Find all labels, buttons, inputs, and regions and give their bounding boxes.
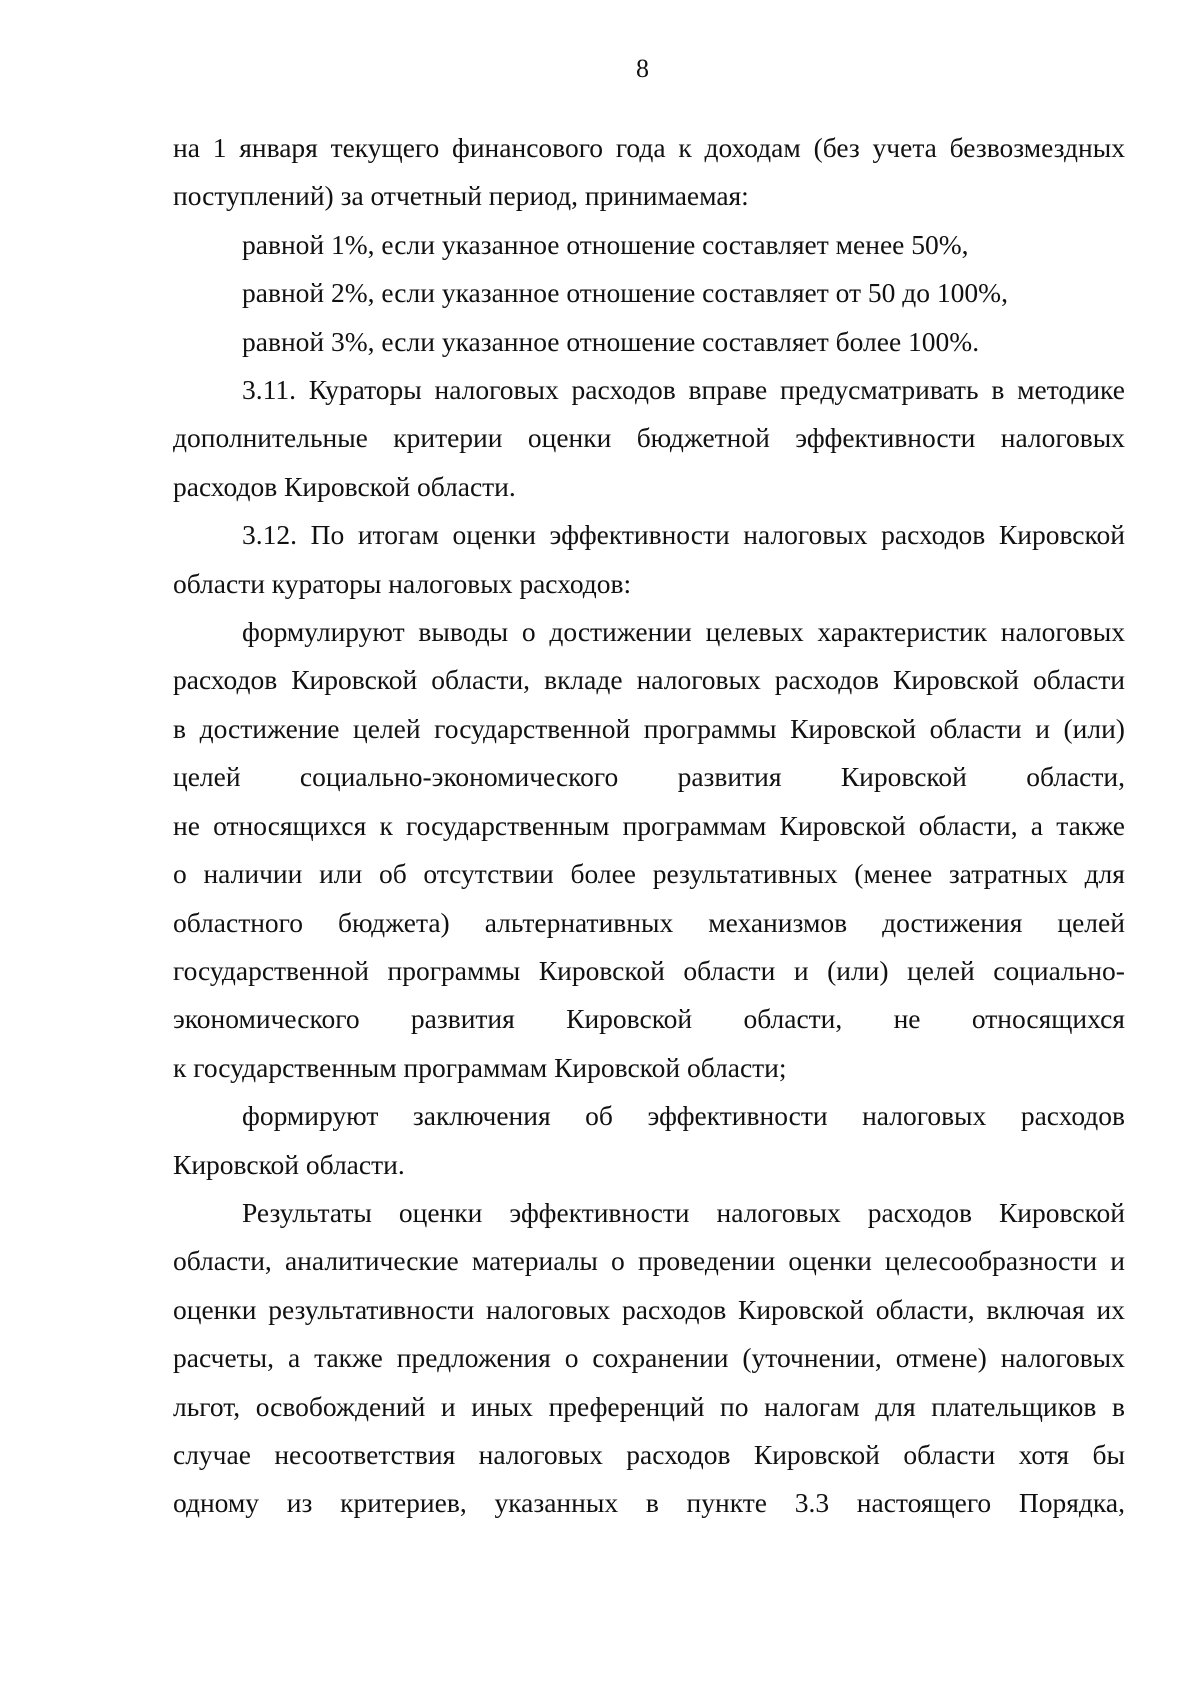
text-line	[173, 1189, 1125, 1237]
word: настоящего	[856, 1487, 992, 1519]
word: текущего	[330, 132, 440, 163]
paragraph-option-1	[173, 221, 1125, 269]
word: Кировской	[291, 664, 418, 696]
word: оценки	[527, 422, 612, 454]
word: для	[875, 1390, 916, 1422]
word: области,	[431, 664, 531, 696]
text-line	[173, 1092, 1125, 1140]
word: области	[1033, 664, 1125, 696]
word: их	[1096, 1293, 1125, 1325]
page-number: 8	[636, 54, 649, 83]
text-line	[173, 850, 1125, 898]
word: Кировской	[998, 1196, 1125, 1228]
word: а	[287, 1342, 301, 1374]
word: и	[440, 1390, 456, 1422]
word: областного	[173, 906, 304, 938]
word: о	[173, 858, 187, 890]
text-line	[173, 899, 1125, 947]
word: механизмов	[708, 906, 848, 938]
word: итогам	[357, 519, 439, 551]
word: заключения	[412, 1100, 551, 1132]
word: предусматривать	[780, 374, 979, 406]
word: вкладе	[544, 664, 623, 696]
text-line	[173, 1237, 1125, 1285]
word: несоответствия	[274, 1438, 456, 1470]
word: государственной	[434, 712, 631, 744]
text-line	[173, 947, 1125, 995]
word: формулируют	[242, 616, 405, 648]
word: Кировской	[893, 664, 1020, 696]
word: аналитические	[284, 1245, 459, 1277]
word: экономического	[173, 1003, 360, 1035]
word: относящихся	[213, 809, 367, 841]
word: плательщиков	[931, 1390, 1097, 1422]
word: Кировской	[566, 1003, 693, 1035]
paragraph-option-3	[173, 318, 1125, 366]
word: развития	[410, 1003, 515, 1035]
word: оценки	[452, 519, 536, 551]
word: области,	[1026, 761, 1125, 793]
word: в	[1111, 1390, 1125, 1422]
word: также	[314, 1342, 383, 1374]
word: безвозмездных	[949, 132, 1125, 163]
text-line	[173, 511, 1125, 559]
text-line	[173, 1479, 1125, 1527]
word: целесообразности	[884, 1245, 1098, 1277]
word: к	[379, 809, 393, 841]
text-line	[173, 753, 1125, 801]
text-line	[173, 608, 1125, 656]
word: о	[564, 1342, 579, 1374]
word: (менее	[854, 858, 933, 890]
word: Кировской	[779, 809, 906, 841]
paragraph-conclusions	[173, 608, 1125, 1092]
word: и	[1110, 1245, 1125, 1277]
word: бюджета)	[338, 906, 450, 938]
word: Кировской	[790, 712, 917, 744]
word: расходов	[774, 664, 879, 696]
word: Порядка,	[1018, 1487, 1125, 1519]
text-line	[173, 656, 1125, 704]
text-line: расходов Кировской области.	[173, 470, 516, 502]
word: бюджетной	[636, 422, 770, 454]
word: льгот,	[173, 1390, 241, 1422]
word: области	[683, 954, 776, 986]
paragraph-continuation	[173, 124, 1125, 221]
word: Кировской	[737, 1293, 865, 1325]
word: расходов	[626, 1438, 731, 1470]
word: расчеты,	[173, 1342, 275, 1374]
word: 1	[212, 132, 227, 163]
word: целей	[353, 712, 421, 744]
word: области,	[875, 1293, 975, 1325]
word: одному	[173, 1487, 260, 1519]
text-line: поступлений) за отчетный период, принимаемая:	[173, 180, 749, 212]
word: критериев,	[340, 1487, 467, 1519]
word: а	[1030, 809, 1044, 841]
word: Кировской	[840, 761, 967, 793]
word: и	[1035, 712, 1050, 744]
text-line: равной 1%, если указанное отношение составляет менее 50%,	[242, 228, 969, 260]
word: налоговых	[478, 1438, 603, 1470]
word: социально-	[993, 954, 1125, 986]
word: оценки	[788, 1245, 872, 1277]
word: области	[929, 712, 1022, 744]
paragraph-3-12	[173, 511, 1125, 608]
word: налоговых	[636, 664, 761, 696]
word: в	[173, 712, 186, 744]
text-line	[173, 124, 1125, 172]
word: характеристик	[817, 616, 987, 648]
word: 3.11.	[242, 374, 296, 406]
word: 3.12.	[242, 519, 297, 551]
word: материалы	[471, 1245, 598, 1277]
word: налоговых	[1000, 1342, 1125, 1374]
word: иных	[471, 1390, 533, 1422]
text-line	[173, 1334, 1125, 1382]
word: эффективности	[549, 519, 730, 551]
word: об	[585, 1100, 613, 1132]
word: эффективности	[509, 1196, 690, 1228]
word: из	[286, 1487, 313, 1519]
paragraph-findings	[173, 1092, 1125, 1189]
word: случае	[173, 1438, 251, 1470]
word: хотя	[1018, 1438, 1070, 1470]
word: сохранении	[592, 1342, 729, 1374]
word: затратных	[948, 858, 1068, 890]
word: методике	[1017, 374, 1125, 406]
word: программам	[622, 809, 767, 841]
word: года	[615, 132, 666, 163]
word: для	[1084, 858, 1125, 890]
word: области,	[173, 1245, 272, 1277]
word: целевых	[705, 616, 804, 648]
text-line	[173, 802, 1125, 850]
paragraph-results	[173, 1189, 1125, 1528]
text-line: равной 3%, если указанное отношение составляет более 100%.	[242, 325, 980, 357]
word: дополнительные	[173, 422, 368, 454]
text-line	[173, 366, 1125, 414]
word: расходов	[1020, 1100, 1125, 1132]
word: бы	[1092, 1438, 1125, 1470]
word: освобождений	[255, 1390, 426, 1422]
word: к	[678, 132, 692, 163]
word: налоговых	[716, 1196, 841, 1228]
text-line	[173, 414, 1125, 462]
word: налоговых	[743, 519, 868, 551]
word: не	[173, 809, 200, 841]
text-line: области кураторы налоговых расходов:	[173, 567, 632, 599]
word: Кураторы	[308, 374, 422, 406]
word: оценки	[173, 1293, 257, 1325]
text-line: Кировской области.	[173, 1148, 405, 1180]
word: налоговых	[434, 374, 559, 406]
word: проведении	[637, 1245, 776, 1277]
word: о	[521, 616, 536, 648]
word: Кировской	[753, 1438, 880, 1470]
word: развития	[677, 761, 782, 793]
word: критерии	[393, 422, 503, 454]
word: отсутствии	[423, 858, 554, 890]
word: Кировской	[998, 519, 1125, 551]
word: альтернативных	[484, 906, 674, 938]
word: налоговых	[1000, 616, 1125, 648]
word: января	[239, 132, 318, 163]
text-line	[173, 1383, 1125, 1431]
word: включая	[986, 1293, 1085, 1325]
word: не	[893, 1003, 921, 1035]
word: в	[991, 374, 1005, 406]
word: преференций	[548, 1390, 705, 1422]
word: 3.3	[794, 1487, 830, 1519]
word: Кировской	[538, 954, 665, 986]
word: об	[378, 858, 407, 890]
word: в	[645, 1487, 659, 1519]
word: целей	[1057, 906, 1125, 938]
word: программы	[643, 712, 777, 744]
word: целей	[907, 954, 975, 986]
paragraph-3-11	[173, 366, 1125, 511]
word: по	[720, 1390, 749, 1422]
word: налоговых	[1000, 422, 1125, 454]
word: вправе	[688, 374, 768, 406]
word: доходам	[704, 132, 801, 163]
word: расходов	[867, 1196, 972, 1228]
word: целей	[173, 761, 241, 793]
word: программы	[387, 954, 521, 986]
word: и	[793, 954, 809, 986]
word: Результаты	[242, 1196, 372, 1228]
word: области	[903, 1438, 996, 1470]
word: достижении	[549, 616, 692, 648]
word: налоговых	[486, 1293, 611, 1325]
word: пункте	[686, 1487, 767, 1519]
word: отмене)	[895, 1342, 987, 1374]
word: налогам	[764, 1390, 860, 1422]
word: (без	[813, 132, 860, 163]
word: (или)	[1063, 712, 1125, 744]
word: оценки	[398, 1196, 483, 1228]
document-body	[173, 124, 1125, 1528]
word: о	[611, 1245, 625, 1277]
word: эффективности	[647, 1100, 828, 1132]
word: учета	[872, 132, 937, 163]
text-line: равной 2%, если указанное отношение составляет от 50 до 100%,	[242, 277, 1008, 309]
word: финансового	[452, 132, 604, 163]
word: более	[570, 858, 636, 890]
word: относящихся	[971, 1003, 1125, 1035]
word: результативности	[268, 1293, 475, 1325]
word: расходов	[571, 374, 676, 406]
word: эффективности	[795, 422, 976, 454]
text-line	[173, 995, 1125, 1043]
word: расходов	[622, 1293, 727, 1325]
word: расходов	[173, 664, 278, 696]
word: (уточнении,	[742, 1342, 882, 1374]
word: По	[310, 519, 345, 551]
word: области,	[743, 1003, 843, 1035]
word: расходов	[881, 519, 986, 551]
word: области,	[918, 809, 1018, 841]
word: достижение	[199, 712, 340, 744]
text-line: к государственным программам Кировской области;	[173, 1051, 787, 1083]
word: достижения	[882, 906, 1023, 938]
word: (или)	[827, 954, 889, 986]
word: предложения	[396, 1342, 551, 1374]
word: налоговых	[862, 1100, 987, 1132]
word: наличии	[203, 858, 303, 890]
word: государственной	[173, 954, 369, 986]
paragraph-option-2	[173, 269, 1125, 317]
word: или	[319, 858, 363, 890]
word: на	[173, 132, 200, 163]
text-line	[173, 1286, 1125, 1334]
word: также	[1056, 809, 1125, 841]
word: результативных	[652, 858, 838, 890]
word: указанных	[494, 1487, 619, 1519]
word: выводы	[418, 616, 509, 648]
word: формируют	[242, 1100, 379, 1132]
text-line	[173, 1431, 1125, 1479]
word: государственным	[406, 809, 610, 841]
word: социально-экономического	[299, 761, 619, 793]
text-line	[173, 705, 1125, 753]
